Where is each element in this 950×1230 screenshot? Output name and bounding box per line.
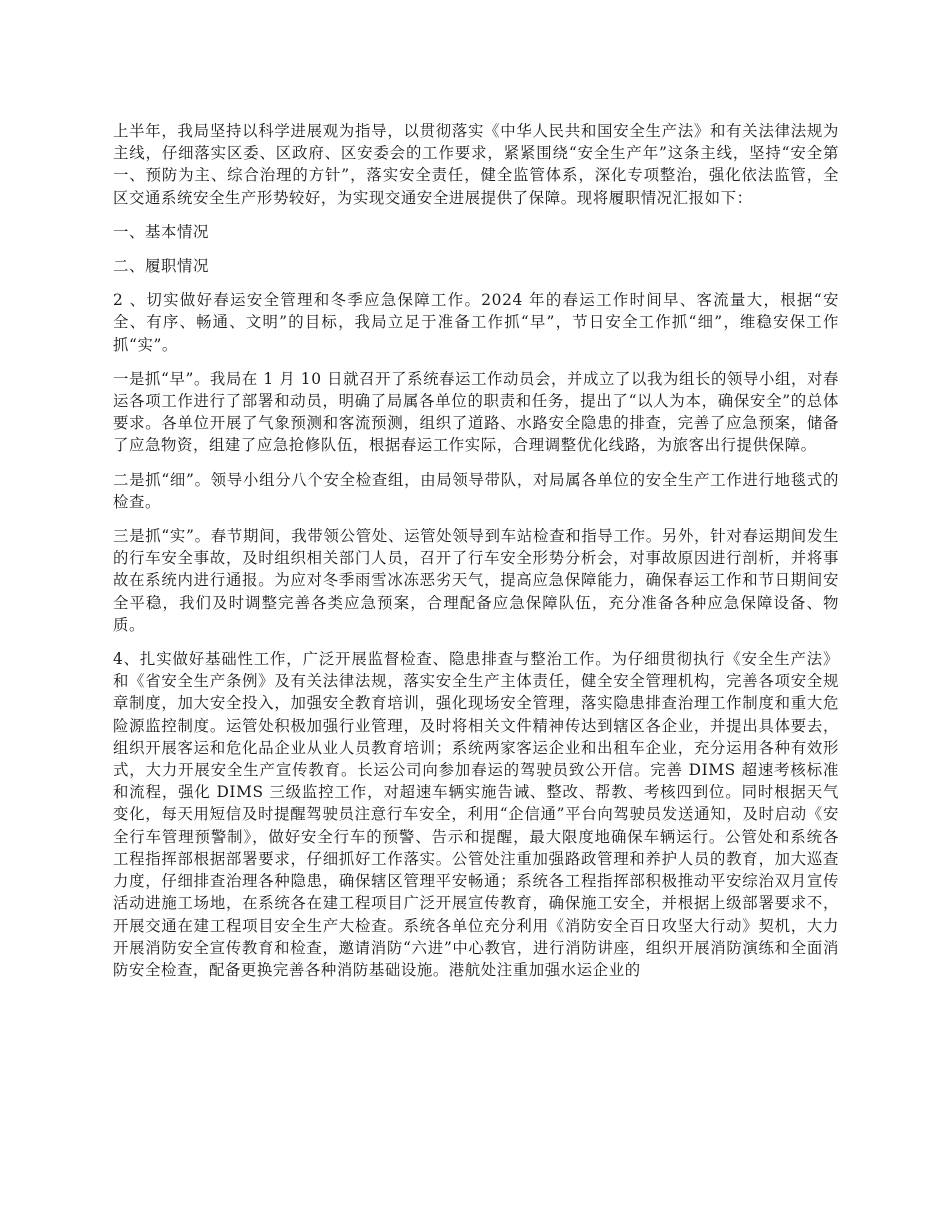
paragraph-spring-transport: 2 、切实做好春运安全管理和冬季应急保障工作。2024 年的春运工作时间早、客流量大，根据“安全、有序、畅通、文明”的目标，我局立足于准备工作抓“早”，节日安全工作抓“细”，维稳安保工作抓“实”。 [113, 291, 839, 354]
intro-paragraph: 上半年，我局坚持以科学进展观为指导，以贯彻落实《中华人民共和国安全生产法》和有关法律法规为主线，仔细落实区委、区政府、区安委会的工作要求，紧紧围绕“安全生产年”这条主线，坚持“安全第一、预防为主、综合治理的方针”，落实安全责任，健全监管体系，深化专项整治，强化依法监管，全区交通系统安全生产形势较好，为实现交通安全进展提供了保障。现将履职情况汇报如下： [113, 122, 839, 207]
paragraph-detail: 二是抓“细”。领导小组分八个安全检查组，由局领导带队，对局属各单位的安全生产工作进行地毯式的检查。 [113, 470, 839, 511]
section-heading-basic-situation: 一、基本情况 [113, 222, 209, 241]
paragraph-early: 一是抓“早”。我局在 1 月 10 日就召开了系统春运工作动员会，并成立了以我为组长的领导小组，对春运各项工作进行了部署和动员，明确了局属各单位的职责和任务，提出了“以人为本，确保安全”的总体要求。各单位开展了气象预测和客流预测，组织了道路、水路安全隐患的排查，完善了应急预案，储备了应急物资，组建了应急抢修队伍，根据春运工作实际，合理调整优化线路，为旅客出行提供保障。 [113, 369, 839, 455]
paragraph-solid: 三是抓“实”。春节期间，我带领公管处、运管处领导到车站检查和指导工作。另外，针对春运期间发生的行车安全事故，及时组织相关部门人员，召开了行车安全形势分析会，对事故原因进行剖析，并将事故在系统内进行通报。为应对冬季雨雪冰冻恶劣天气，提高应急保障能力，确保春运工作和节日期间安全平稳，我们及时调整完善各类应急预案，合理配备应急保障队伍，充分准备各种应急保障设备、物质。 [113, 527, 839, 634]
paragraph-basic-work: 4、扎实做好基础性工作，广泛开展监督检查、隐患排查与整治工作。为仔细贯彻执行《安全生产法》和《省安全生产条例》及有关法律法规，落实安全生产主体责任，健全安全管理机构，完善各项安全规章制度，加大安全投入，加强安全教育培训，强化现场安全管理，落实隐患排查治理工作制度和重大危险源监控制度。运管处积极加强行业管理，及时将相关文件精神传达到辖区各企业，并提出具体要去，组织开展客运和危化品企业从业人员教育培训；系统两家客运企业和出租车企业，充分运用各种有效形式，大力开展安全生产宣传教育。长运公司向参加春运的驾驶员致公开信。完善 DIMS 超速考核标准和流程，强化 DIMS 三级监控工作，对超速车辆实施告诫、整改、帮教、考核四到位。同时根据天气变化，每天用短信及时提醒驾驶员注意行车安全，利用“企信通”平台向驾驶员发送通知，及时启动《安全行车管理预警制》，做好安全行车的预警、告示和提醒，最大限度地确保车辆运行。公管处和系统各工程指挥部根据部署要求，仔细抓好工作落实。公管处注重加强路政管理和养护人员的教育，加大巡查力度，仔细排查治理各种隐患，确保辖区管理平安畅通；系统各工程指挥部积极推动平安综治双月宣传活动进施工场地，在系统各在建工程项目广泛开展宣传教育，确保施工安全，并根据上级部署要求不，开展交通在建工程项目安全生产大检查。系统各单位充分利用《消防安全百日攻坚大行动》契机，大力开展消防安全宣传教育和检查，邀请消防“六进”中心教官，进行消防讲座，组织开展消防演练和全面消防安全检查，配备更换完善各种消防基础设施。港航处注重加强水运企业的 [113, 650, 839, 979]
document-body [113, 120, 839, 993]
section-heading-duty-performance: 二、履职情况 [113, 257, 209, 276]
